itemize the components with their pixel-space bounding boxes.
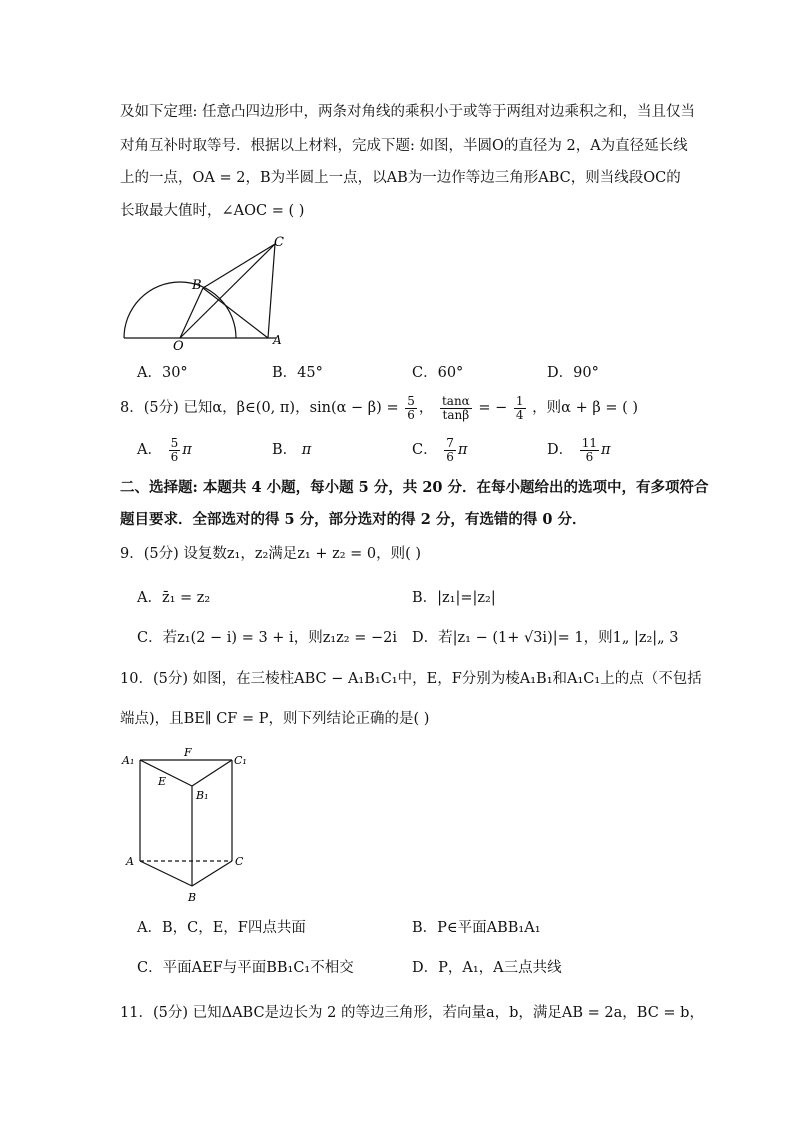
q8-sin-num: 5	[407, 393, 415, 408]
q10-option-a[interactable]: A．B，C，E，F四点共面	[137, 920, 306, 936]
q8-suffix: ，则α + β = ( )	[532, 400, 639, 416]
q8-option-d-fraction	[580, 437, 599, 464]
label-o: O	[173, 339, 184, 352]
q7-option-a[interactable]: A．30°	[137, 365, 188, 381]
label-c: C	[274, 235, 284, 250]
q8-option-d-den: 6	[585, 449, 594, 464]
q8-tan-fraction	[440, 395, 472, 422]
q8-neg-num: 1	[515, 393, 524, 408]
q8-option-c-fraction	[444, 437, 456, 464]
segment-ob	[180, 288, 203, 338]
q8-tan-num: tanα	[441, 393, 470, 408]
edge-ab	[140, 861, 192, 886]
q8-option-c-den: 6	[446, 449, 454, 464]
q8-neg-fraction	[514, 395, 526, 422]
q7-line-3: 上的一点，OA = 2，B为半圆上一点，以AB为一边作等边三角形ABC，则当线段OC的	[120, 170, 681, 186]
label-b1: B₁	[196, 789, 209, 802]
label-b: B	[192, 278, 202, 293]
q8-option-d[interactable]	[547, 436, 611, 464]
q8-option-b-label: B．	[272, 442, 298, 458]
q10-prism-figure	[118, 744, 258, 904]
label-a: A	[273, 333, 282, 347]
q8-option-c-label: C．	[412, 442, 438, 458]
q9-option-c[interactable]: C．若z₁(2 − i) = 3 + i，则z₁z₂ = −2i	[137, 630, 397, 646]
q7-option-b[interactable]: B．45°	[272, 365, 323, 381]
q7-semicircle-figure	[118, 232, 298, 352]
q8-option-a-den: 6	[170, 449, 179, 464]
q8-option-c-pi: π	[457, 442, 468, 458]
semicircle-arc	[124, 282, 236, 338]
q7-option-c[interactable]: C．60°	[412, 365, 464, 381]
q8-sin-den: 6	[407, 407, 415, 422]
q8-option-a-label: A．	[137, 442, 162, 458]
label-c: C	[235, 855, 244, 868]
label-e: E	[158, 775, 167, 788]
edge-c1b1	[192, 760, 232, 786]
q7-line-1: 及如下定理: 任意凸四边形中，两条对角线的乘积小于或等于两组对边乘积之和，当且仅当	[120, 104, 695, 120]
section2-heading-line-1: 二、选择题: 本题共 4 小题，每小题 5 分，共 20 分．在每小题给出的选项中，有多项符合	[120, 479, 709, 496]
q8-stem: 8．(5分) 已知α，β∈(0, π)，sin(α − β) = $\frac{5}{6}$ ， $\frac{\tan\alpha}{\tan\beta}$ = − $\frac{1}{4}$ ，则α + β = ( )	[120, 393, 639, 422]
q8-eq: = −	[478, 400, 508, 416]
q8-option-a-fraction	[169, 437, 181, 464]
segment-bc	[203, 244, 275, 288]
q8-option-a-pi: π	[182, 442, 192, 458]
q8-neg-den: 4	[515, 407, 524, 422]
q7-line-2: 对角互补时取等号．根据以上材料，完成下题: 如图，半圆O的直径为 2，A为直径延长线	[120, 138, 688, 154]
q7-option-d[interactable]: D．90°	[547, 365, 599, 381]
label-a1: A₁	[122, 754, 135, 767]
q8-option-c-num: 7	[446, 435, 454, 450]
edge-cb	[192, 861, 232, 886]
label-a: A	[126, 855, 134, 868]
q8-option-d-pi: π	[601, 442, 611, 458]
q10-option-b[interactable]: B．P∈平面ABB₁A₁	[412, 920, 541, 936]
q8-option-c[interactable]	[412, 436, 467, 464]
q9-stem: 9．(5分) 设复数z₁，z₂满足z₁ + z₂ = 0，则( )	[120, 546, 422, 562]
q9-option-d[interactable]: D．若|z₁ − (1+ √3i)|= 1，则1„ |z₂|„ 3	[412, 630, 679, 646]
q10-option-d[interactable]: D．P，A₁，A三点共线	[412, 960, 562, 976]
q10-line-2: 端点)，且BE∥ CF = P，则下列结论正确的是( )	[120, 711, 430, 727]
q10-line-1: 10．(5分) 如图，在三棱柱ABC − A₁B₁C₁中，E，F分别为棱A₁B₁和A₁C₁上的点（不包括	[120, 671, 702, 687]
q7-line-4: 长取最大值时，∠AOC = ( )	[120, 203, 305, 219]
label-f: F	[184, 746, 192, 759]
q9-option-a[interactable]: A．z̄₁ = z₂	[137, 590, 211, 606]
label-c1: C₁	[234, 754, 247, 767]
segment-ca	[268, 244, 275, 338]
q8-sin-fraction	[405, 395, 417, 422]
q8-option-a[interactable]	[137, 436, 192, 464]
q10-option-c[interactable]: C．平面AEF与平面BB₁C₁不相交	[137, 960, 354, 976]
q8-option-d-num: 11	[581, 435, 598, 450]
q8-option-d-label: D．	[547, 442, 574, 458]
q9-option-b[interactable]: B．|z₁|=|z₂|	[412, 590, 496, 606]
q8-tan-den: tanβ	[442, 407, 470, 422]
q11-line-1: 11．(5分) 已知ΔABC是边长为 2 的等边三角形，若向量a，b，满足AB = 2a，BC = b，	[120, 1005, 704, 1021]
label-b: B	[188, 891, 197, 904]
q8-option-a-num: 5	[170, 435, 179, 450]
section2-heading-line-2: 题目要求．全部选对的得 5 分，部分选对的得 2 分，有选错的得 0 分．	[120, 511, 587, 528]
q8-prefix: 8．(5分) 已知α，β∈(0, π)，sin(α − β) =	[120, 400, 399, 416]
q8-option-b-pi: π	[301, 442, 312, 458]
q8-option-b[interactable]	[272, 436, 311, 464]
